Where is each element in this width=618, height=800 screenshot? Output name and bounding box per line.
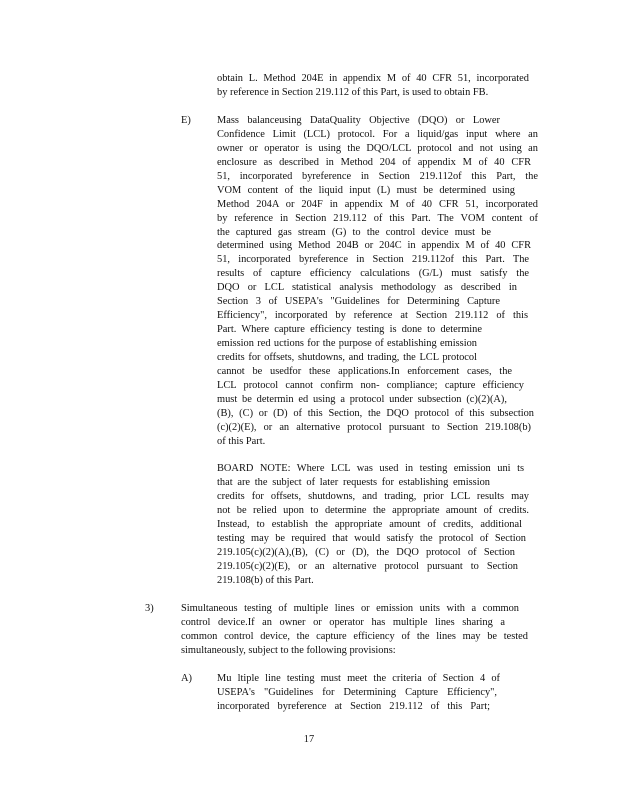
text-line: that are the subject of later requests for establishing emission [217,476,490,488]
text-line: enclosure as described in Method 204 of appendix M of 40 CFR [217,156,531,168]
text-line: Mu ltiple line testing must meet the criteria of Section 4 of [217,673,500,684]
text-line: results of capture efficiency calculations (G/L) must satisfy the [217,268,529,280]
text-line: Method 204A or 204F in appendix M of 40 CFR 51, incorporated [217,198,538,210]
text-line: Confidence Limit (LCL) protocol. For a liquid/gas input where an [217,128,538,140]
text-line: the captured gas stream (G) to the control device must be [217,226,491,238]
item-e-marker: E) [181,115,191,126]
text-line: by reference in Section 219.112 of this Part, is used to obtain FB. [217,86,489,98]
item-e-paragraph [217,114,538,449]
text-line: cannot be usedfor these applications.In enforcement cases, the [217,365,512,377]
item-3-marker: 3) [145,603,154,614]
text-line: Section 3 of USEPA's "Guidelines for Determining Capture [217,296,500,308]
text-line: emission red uctions for the purpose of establishing emission [217,338,477,349]
page-number: 17 [303,734,315,745]
text-line: 219.108(b) of this Part. [217,574,314,586]
text-line: 219.105(c)(2)(A),(B), (C) or (D), the DQO protocol of Section [217,546,515,558]
text-line: 51, incorporated byreference in Section 219.112of this Part. The [217,254,529,266]
text-line: incorporated byreference at Section 219.112 of this Part; [217,700,490,712]
text-line: (B), (C) or (D) of this Section, the DQO protocol of this subsection [217,407,534,419]
text-line: USEPA's "Guidelines for Determining Capture Efficiency", [217,686,497,698]
text-line: not be relied upon to determine the appropriate amount of credits. [217,504,529,516]
text-line: control device.If an owner or operator has multiple lines sharing a [181,616,505,628]
text-line: BOARD NOTE: Where LCL was used in testing emission uni ts [217,463,524,474]
text-line: of this Part. [217,435,266,447]
text-line: common control device, the capture efficiency of the lines may be tested [181,630,528,642]
board-note [217,462,529,587]
text-line: must be determin ed using a protocol under subsection (c)(2)(A), [217,393,507,405]
text-line: Mass balanceusing DataQuality Objective (DQO) or Lower [217,115,500,126]
text-line: Instead, to establish the appropriate amount of credits, additional [217,518,522,530]
text-line: Efficiency", incorporated by reference at Section 219.112 of this [217,310,528,322]
item-a-marker: A) [181,673,192,684]
text-line: determined using Method 204B or 204C in appendix M of 40 CFR [217,240,531,252]
intro-paragraph [217,72,529,100]
item-a-paragraph [217,672,500,714]
text-line: VOM content of the liquid input (L) must be determined using [217,184,515,196]
text-line: LCL protocol cannot confirm non- compliance; capture efficiency [217,379,524,391]
text-line: 51, incorporated byreference in Section 219.112of this Part, the [217,170,538,182]
text-line: by reference in Section 219.112 of this Part. The VOM content of [217,212,538,224]
text-line: Simultaneous testing of multiple lines or emission units with a common [181,603,519,614]
text-line: credits for offsets, shutdowns, and trading, the LCL protocol [217,351,477,363]
text-line: 219.105(c)(2)(E), or an alternative protocol pursuant to Section [217,560,518,572]
text-line: simultaneously, subject to the following provisions: [181,644,396,656]
item-3-paragraph [181,602,528,658]
text-line: obtain L. Method 204E in appendix M of 40 CFR 51, incorporated [217,73,529,84]
text-line: owner or operator is using the DQO/LCL protocol and not using an [217,142,538,154]
text-line: testing may be required that would satisfy the protocol of Section [217,532,526,544]
text-line: Part. Where capture efficiency testing is done to determine [217,324,482,336]
text-line: (c)(2)(E), or an alternative protocol pursuant to Section 219.108(b) [217,421,531,433]
text-line: DQO or LCL statistical analysis methodology as described in [217,282,517,294]
text-line: credits for offsets, shutdowns, and trading, prior LCL results may [217,490,529,502]
